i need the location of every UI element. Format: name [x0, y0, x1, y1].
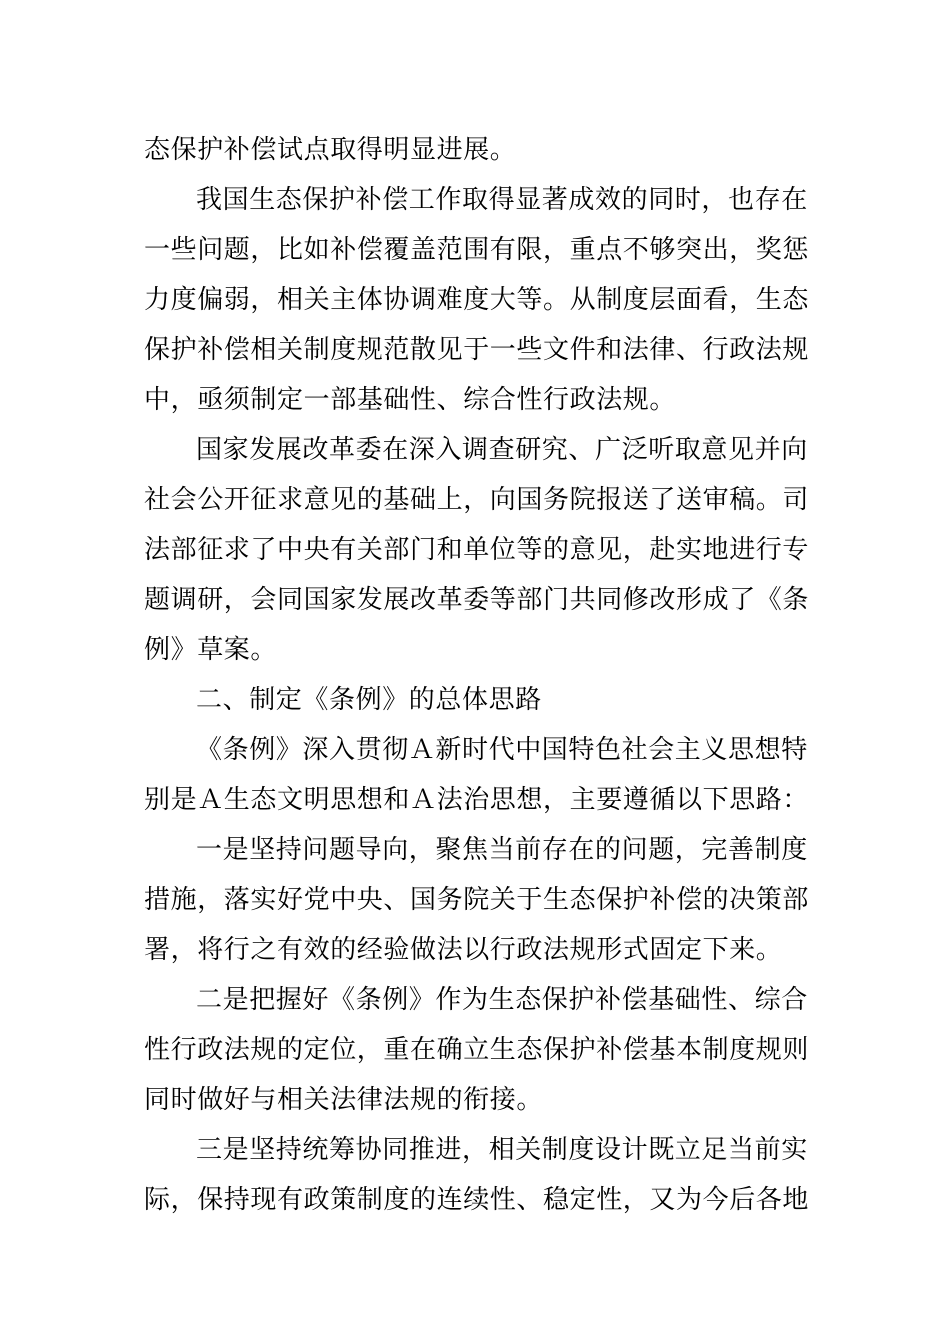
text-line: 署，将行之有效的经验做法以行政法规形式固定下来。	[144, 935, 783, 965]
text-line: 别是Ａ生态文明思想和Ａ法治思想，主要遵循以下思路：	[144, 785, 810, 815]
text-line: 性行政法规的定位，重在确立生态保护补偿基本制度规则	[144, 1035, 810, 1065]
paragraph-start-line: 《条例》深入贯彻Ａ新时代中国特色社会主义思想特	[196, 735, 808, 765]
paragraph-start-line: 三是坚持统筹协同推进，相关制度设计既立足当前实	[196, 1135, 808, 1165]
text-line: 态保护补偿试点取得明显进展。	[144, 135, 517, 165]
text-line: 保护补偿相关制度规范散见于一些文件和法律、行政法规	[144, 335, 810, 365]
text-line: 际，保持现有政策制度的连续性、稳定性，又为今后各地	[144, 1185, 810, 1215]
text-line: 一些问题，比如补偿覆盖范围有限，重点不够突出，奖惩	[144, 235, 810, 265]
text-line: 法部征求了中央有关部门和单位等的意见，赴实地进行专	[144, 535, 810, 565]
text-line: 社会公开征求意见的基础上，向国务院报送了送审稿。司	[144, 485, 810, 515]
text-line: 措施，落实好党中央、国务院关于生态保护补偿的决策部	[144, 885, 810, 915]
text-line: 同时做好与相关法律法规的衔接。	[144, 1085, 544, 1115]
text-line: 力度偏弱，相关主体协调难度大等。从制度层面看，生态	[144, 285, 810, 315]
paragraph-start-line: 国家发展改革委在深入调查研究、广泛听取意见并向	[196, 435, 808, 465]
paragraph-start-line: 我国生态保护补偿工作取得显著成效的同时，也存在	[196, 185, 808, 215]
text-line: 题调研，会同国家发展改革委等部门共同修改形成了《条	[144, 585, 810, 615]
text-line: 中，亟须制定一部基础性、综合性行政法规。	[144, 385, 677, 415]
section-heading: 二、制定《条例》的总体思路	[196, 685, 542, 715]
paragraph-start-line: 一是坚持问题导向，聚焦当前存在的问题，完善制度	[196, 835, 808, 865]
paragraph-start-line: 二是把握好《条例》作为生态保护补偿基础性、综合	[196, 985, 808, 1015]
text-line: 例》草案。	[144, 635, 278, 665]
